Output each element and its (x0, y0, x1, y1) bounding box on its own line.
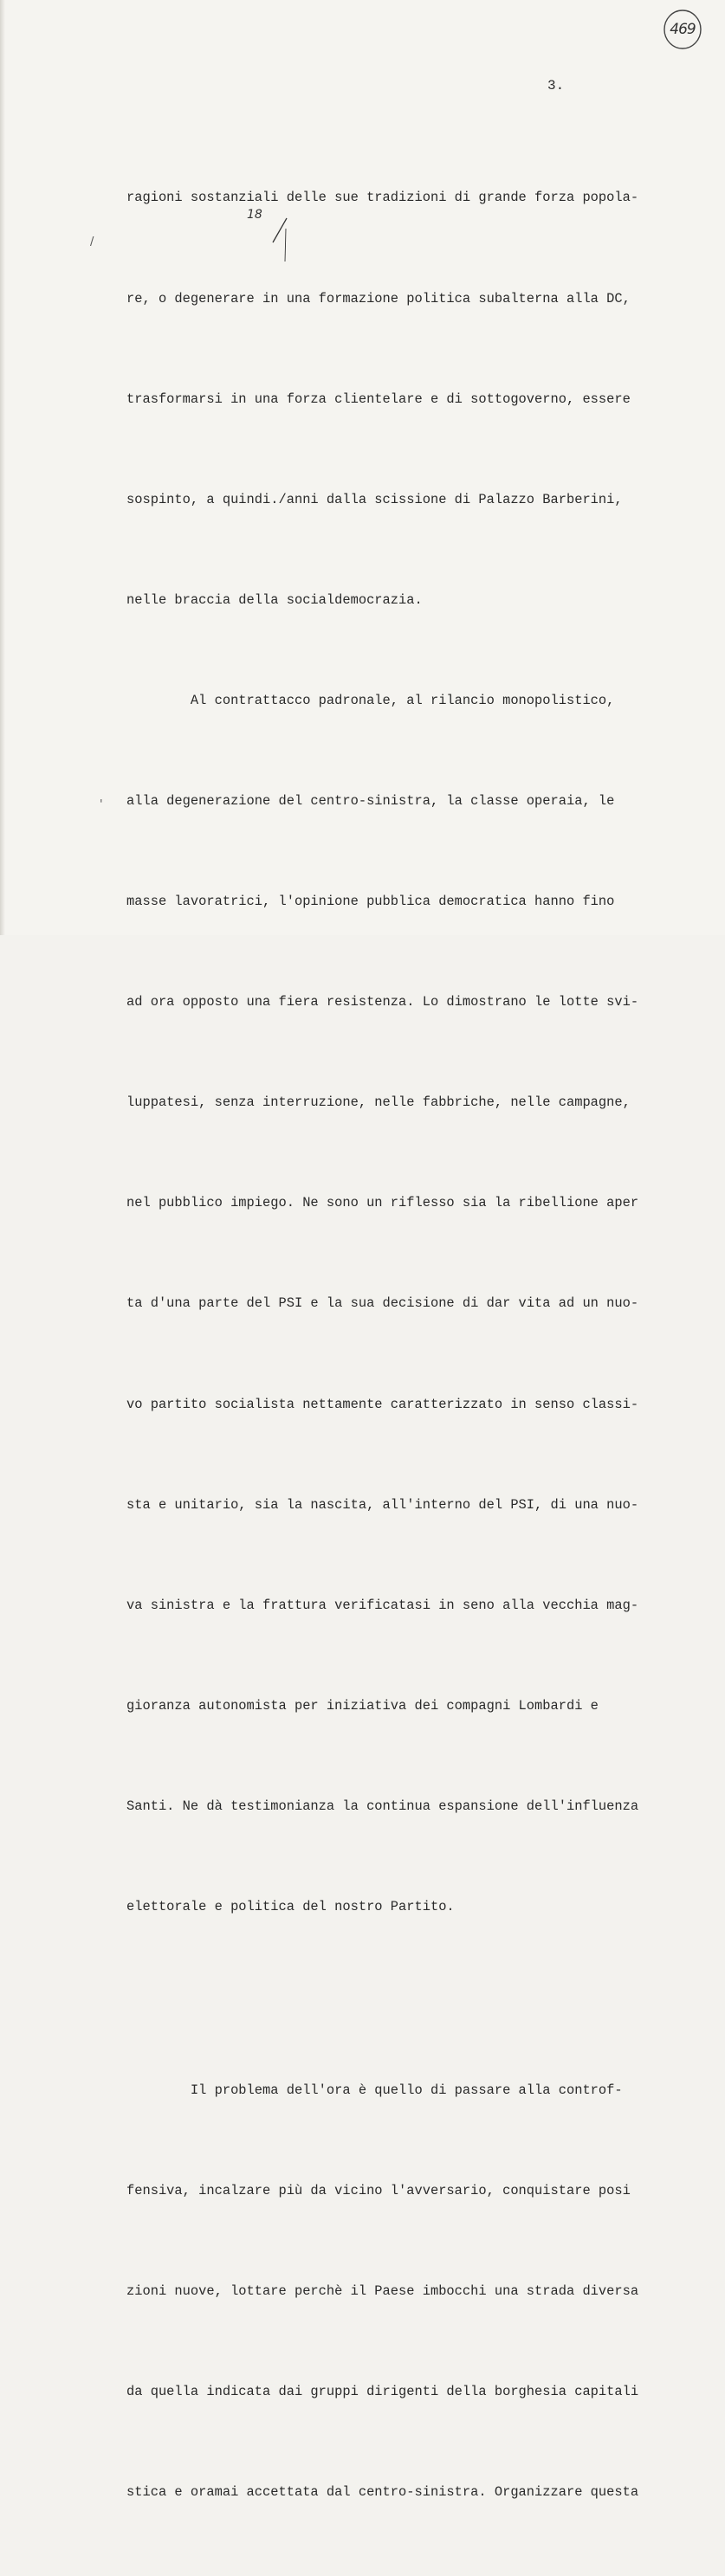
text-line: zioni nuove, lottare perchè il Paese imbocchi una strada diversa (126, 2282, 639, 2299)
text-line: ragioni sostanziali delle sue tradizioni di grande forza popola- (126, 190, 639, 206)
text-line: sospinto, a quindi./anni dalla scissione di Palazzo Barberini, (126, 491, 623, 507)
text-line: trasformarsi in una forza clientelare e di sottogoverno, essere (126, 391, 631, 407)
text-line: ad ora opposto una fiera resistenza. Lo dimostrano le lotte svi- (126, 994, 639, 1010)
paragraph-gap (126, 1991, 681, 2006)
handwritten-insert: 18 (247, 208, 262, 222)
margin-mark: / (90, 236, 94, 249)
text-line: fensiva, incalzare più da vicino l'avversario, conquistare posi (126, 2182, 631, 2198)
archive-number-stamp (662, 9, 703, 50)
text-line: Al contrattacco padronale, al rilancio monopolistico, (126, 692, 615, 708)
text-line: va sinistra e la frattura verificatasi in seno alla vecchia mag- (126, 1597, 639, 1613)
text-line: Santi. Ne dà testimonianza la continua espansione dell'influenza (126, 1798, 639, 1814)
text-line: ta d'una parte del PSI e la sua decisione di dar vita ad un nuo- (126, 1295, 639, 1312)
text-line: elettorale e politica del nostro Partito. (126, 1899, 455, 1914)
text-line: gioranza autonomista per iniziativa dei compagni Lombardi e (126, 1697, 599, 1714)
text-line: sta e unitario, sia la nascita, all'interno del PSI, di una nuo- (126, 1496, 639, 1513)
text-line: luppatesi, senza interruzione, nelle fabbriche, nelle campagne, (126, 1094, 631, 1111)
text-line: nel pubblico impiego. Ne sono un riflesso sia la ribellione aper (126, 1195, 639, 1211)
body-text (126, 114, 681, 2576)
text-line: vo partito socialista nettamente caratterizzato in senso classi- (126, 1396, 639, 1412)
text-line: stica e oramai accettata dal centro-sinistra. Organizzare questa (126, 2483, 639, 2500)
text-line: Il problema dell'ora è quello di passare alla controf- (126, 2082, 623, 2098)
text-line: re, o degenerare in una formazione politica subalterna alla DC, (126, 290, 631, 307)
text-line: da quella indicata dai gruppi dirigenti della borghesia capitali (126, 2383, 639, 2399)
text-line: masse lavoratrici, l'opinione pubblica democratica hanno fino (126, 894, 615, 910)
margin-mark: ' (100, 798, 103, 811)
page-number: 3. (547, 78, 565, 94)
text-line: alla degenerazione del centro-sinistra, la classe operaia, le (126, 792, 615, 809)
archive-number: 469 (670, 21, 696, 38)
text-line: nelle braccia della socialdemocrazia. (126, 591, 423, 608)
